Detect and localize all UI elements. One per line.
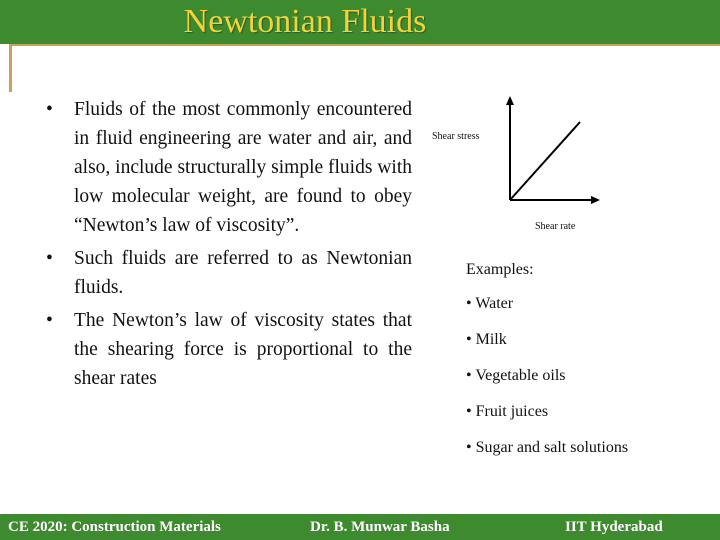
slide-title: Newtonian Fluids (183, 3, 427, 40)
bullet-dot: • (46, 310, 53, 331)
accent-line-vertical (9, 44, 12, 92)
linear-relation-line (510, 122, 580, 200)
footer-course: CE 2020: Construction Materials (8, 519, 221, 535)
bullet-dot: • (46, 99, 53, 120)
footer-bar (0, 514, 720, 540)
bullet-item (46, 244, 412, 302)
bullet-item (46, 306, 412, 393)
example-item: • Sugar and salt solutions (466, 439, 629, 456)
examples-heading: Examples: (466, 261, 534, 278)
bullet-text: Such fluids are referred to as Newtonian fluids. (74, 248, 412, 298)
examples-list (466, 260, 628, 466)
shear-graph (500, 96, 600, 206)
accent-line-horizontal (9, 44, 720, 46)
title-bar (0, 0, 720, 44)
shear-rate-label: Shear rate (535, 221, 576, 232)
x-axis-arrow (591, 196, 600, 204)
footer-institute: IIT Hyderabad (565, 519, 663, 535)
bullet-item (46, 95, 412, 240)
bullet-list (46, 95, 412, 397)
footer-instructor: Dr. B. Munwar Basha (310, 519, 450, 535)
example-item: • Water (466, 295, 514, 312)
example-item: • Milk (466, 331, 507, 348)
bullet-text: Fluids of the most commonly encountered in fluid engineering are water and air, and also, include structurally simple fluids with low molecular weight, are found to obey “Newton’s law of viscosity”. (74, 99, 412, 236)
example-item: • Fruit juices (466, 403, 549, 420)
y-axis-arrow (506, 96, 514, 105)
shear-stress-label: Shear stress (432, 131, 480, 142)
bullet-dot: • (46, 248, 53, 269)
example-item: • Vegetable oils (466, 367, 566, 384)
bullet-text: The Newton’s law of viscosity states that the shearing force is proportional to the shear rates (74, 310, 412, 389)
